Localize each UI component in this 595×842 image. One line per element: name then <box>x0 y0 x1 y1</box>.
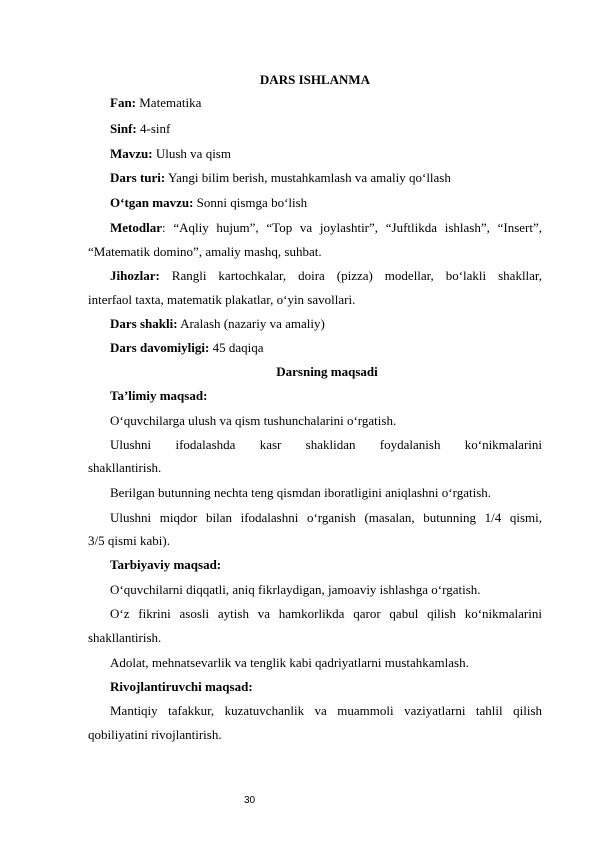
field-fan <box>110 95 542 111</box>
field-value: 45 daqiqa <box>212 340 264 355</box>
rivojlantiruvchi-p1-cont: qobiliyatini rivojlantirish. <box>88 727 222 742</box>
field-mavzu <box>110 146 542 162</box>
field-dars-turi <box>110 170 542 186</box>
field-value: Yangi bilim berish, mustahkamlash va amaliy qo‘llash <box>168 170 451 185</box>
talimiy-p4: Ulushni miqdor bilan ifodalashni o‘rganish (masalan, butunning 1/4 qismi, <box>110 510 542 525</box>
field-label: Sinf: <box>110 121 137 136</box>
field-jihozlar-cont: interfaol taxta, matematik plakatlar, o‘yin savollari. <box>88 292 356 307</box>
talimiy-p1: O‘quvchilarga ulush va qism tushunchalarini o‘rgatish. <box>110 413 397 428</box>
talimiy-p4-cont: 3/5 qismi kabi). <box>88 533 170 548</box>
field-dars-shakli <box>110 316 542 332</box>
field-label: Dars turi: <box>110 170 166 185</box>
talimiy-heading: Ta’limiy maqsad: <box>110 388 208 403</box>
page-number: 30 <box>244 795 256 806</box>
field-label: O‘tgan mavzu: <box>110 195 194 210</box>
field-otgan-mavzu <box>110 195 542 211</box>
field-value: 4-sinf <box>139 121 171 136</box>
field-value: Ulush va qism <box>155 146 231 161</box>
field-value: Aralash (nazariy va amaliy) <box>180 316 325 331</box>
field-jihozlar <box>110 268 542 284</box>
field-label: Dars davomiyligi: <box>110 340 210 355</box>
talimiy-p3: Berilgan butunning nechta teng qismdan iboratligini aniqlashni o‘rgatish. <box>110 485 492 500</box>
field-metodlar-cont: “Matematik domino”, amaliy mashq, suhbat. <box>88 244 322 259</box>
field-value: Matematika <box>139 95 202 110</box>
field-label: Jihozlar: <box>110 268 160 283</box>
tarbiyaviy-p2: O‘z fikrini asosli aytish va hamkorlikda qaror qabul qilish ko‘nikmalarini <box>110 606 542 621</box>
tarbiyaviy-p2-cont: shakllantirish. <box>88 630 162 645</box>
rivojlantiruvchi-p1: Mantiqiy tafakkur, kuzatuvchanlik va muammoli vaziyatlarni tahlil qilish <box>110 703 542 718</box>
field-value: Rangli kartochkalar, doira (pizza) modellar, bo‘lakli shakllar, <box>171 268 542 283</box>
field-label: Mavzu: <box>110 146 153 161</box>
talimiy-p2-cont: shakllantirish. <box>88 460 162 475</box>
tarbiyaviy-p1: O‘quvchilarni diqqatli, aniq fikrlaydigan, jamoaviy ishlashga o‘rgatish. <box>110 582 481 597</box>
tarbiyaviy-p3: Adolat, mehnatsevarlik va tenglik kabi qadriyatlarni mustahkamlash. <box>110 655 469 670</box>
field-value: : “Aqliy hujum”, “Top va joylashtir”, “Juftlikda ishlash”, “Insert”, <box>161 220 542 235</box>
rivojlantiruvchi-heading: Rivojlantiruvchi maqsad: <box>110 679 253 694</box>
talimiy-p2: Ulushni ifodalashda kasr shaklidan foydalanish ko‘nikmalarini <box>110 437 542 452</box>
tarbiyaviy-heading: Tarbiyaviy maqsad: <box>110 557 222 572</box>
field-metodlar <box>110 220 542 236</box>
field-dars-davomiyligi <box>110 340 542 356</box>
field-label: Metodlar <box>110 220 162 235</box>
field-value: Sonni qismga bo‘lish <box>196 195 308 210</box>
document-title: DARS ISHLANMA <box>259 72 371 87</box>
section-title: Darsning maqsadi <box>276 364 378 379</box>
field-label: Fan: <box>110 95 136 110</box>
field-sinf <box>110 121 542 137</box>
field-label: Dars shakli: <box>110 316 178 331</box>
